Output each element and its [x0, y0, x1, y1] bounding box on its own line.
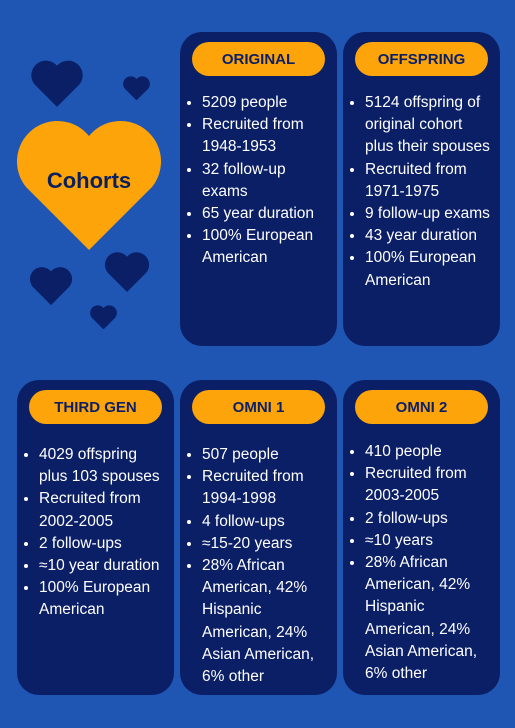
- cohort-details: [345, 441, 494, 685]
- list-item: • 4029 offspring plus 103 spouses: [39, 444, 168, 488]
- cohort-title: OMNI 2: [355, 390, 488, 424]
- cohort-card-third-gen: [17, 380, 174, 695]
- list-item: • Recruited from 2002-2005: [39, 488, 168, 532]
- list-item: • 507 people: [202, 444, 331, 466]
- list-item: • Recruited from 2003-2005: [365, 463, 494, 507]
- cohort-card-omni-2: [343, 380, 500, 695]
- cohort-card-omni-1: [180, 380, 337, 695]
- list-item: • 32 follow-up exams: [202, 159, 329, 203]
- cohort-title: ORIGINAL: [192, 42, 325, 76]
- list-item: • Recruited from 1971-1975: [365, 159, 494, 203]
- list-item: • 2 follow-ups: [39, 533, 168, 555]
- cohort-title: THIRD GEN: [29, 390, 162, 424]
- list-item: • 65 year duration: [202, 203, 329, 225]
- cohort-title: OFFSPRING: [355, 42, 488, 76]
- list-item: • 43 year duration: [365, 225, 494, 247]
- list-item: • 100% European American: [202, 225, 329, 269]
- heart-icon: [28, 265, 74, 306]
- cohort-details: [182, 92, 329, 270]
- list-item: • 410 people: [365, 441, 494, 463]
- cohort-card-offspring: [343, 32, 500, 346]
- cohort-title: OMNI 1: [192, 390, 325, 424]
- list-item: • 5124 offspring of original cohort plus their spouses: [365, 92, 494, 159]
- list-item: • 100% European American: [39, 577, 168, 621]
- heart-icon: [89, 304, 118, 330]
- cohorts-title: Cohorts: [46, 168, 132, 193]
- list-item: • 28% African American, 42% Hispanic American, 24% Asian American, 6% other: [202, 555, 331, 688]
- cohort-details: [182, 444, 331, 688]
- list-item: • 28% African American, 42% Hispanic American, 24% Asian American, 6% other: [365, 552, 494, 685]
- heart-icon: [122, 75, 151, 101]
- list-item: • Recruited from 1948-1953: [202, 114, 329, 158]
- list-item: • 2 follow-ups: [365, 508, 494, 530]
- list-item: • 9 follow-up exams: [365, 203, 494, 225]
- list-item: • ≈15-20 years: [202, 533, 331, 555]
- cohort-card-original: [180, 32, 337, 346]
- list-item: • 5209 people: [202, 92, 329, 114]
- list-item: • Recruited from 1994-1998: [202, 466, 331, 510]
- list-item: • 4 follow-ups: [202, 511, 331, 533]
- heart-icon: [29, 58, 85, 108]
- list-item: • 100% European American: [365, 247, 494, 291]
- cohort-details: [19, 444, 168, 622]
- cohort-details: [345, 92, 494, 292]
- list-item: • ≈10 year duration: [39, 555, 168, 577]
- heart-icon: [103, 250, 151, 293]
- list-item: • ≈10 years: [365, 530, 494, 552]
